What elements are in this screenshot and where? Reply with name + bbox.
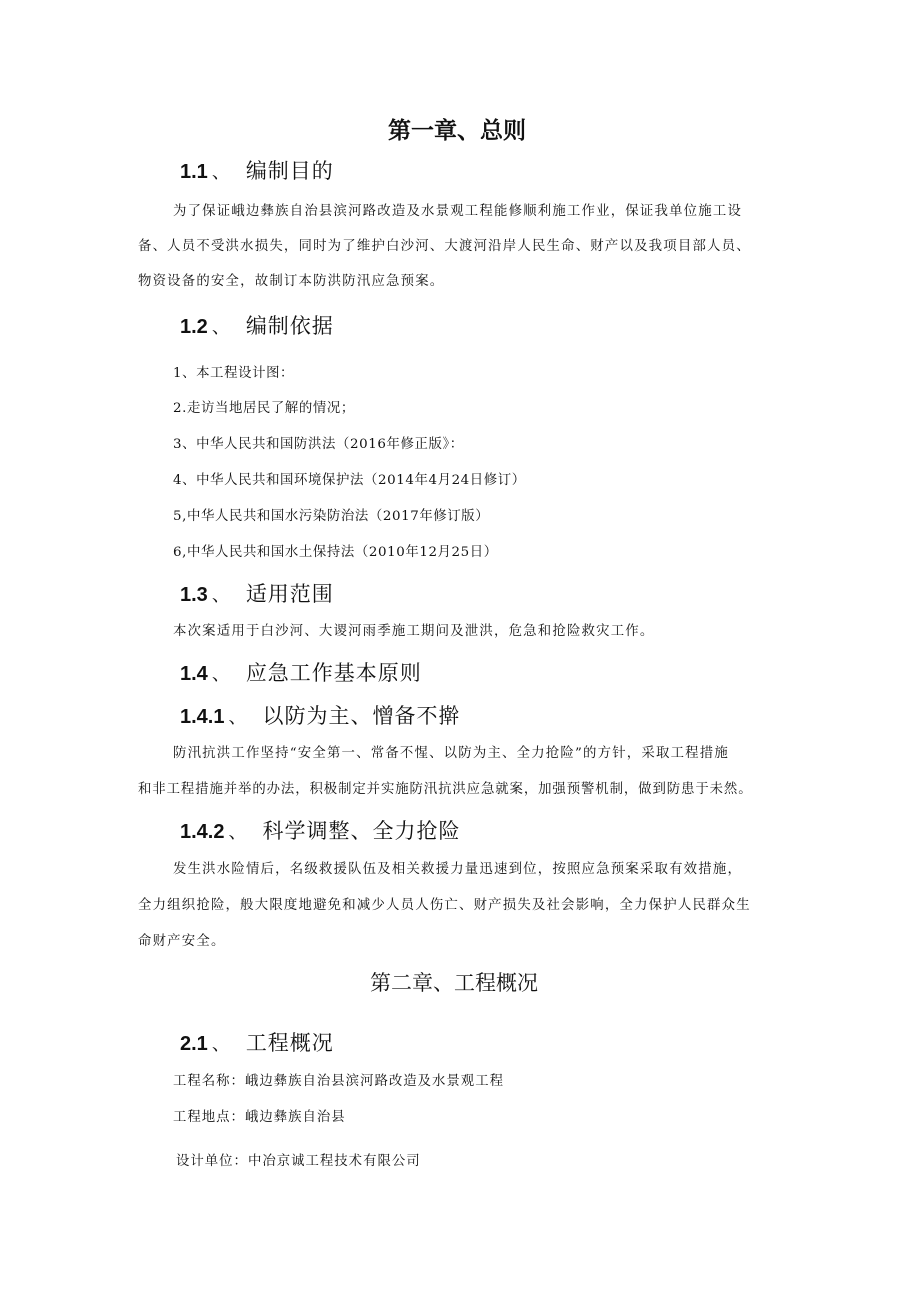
chapter-1-title: 第一章、总则 xyxy=(388,118,526,144)
section-separator: 、 xyxy=(211,585,230,606)
list-item: 4、中华人民共和国环境保护法（2014年4月24日修订） xyxy=(173,473,526,488)
paragraph-line: 和非工程措施并举的办法，积极制定并实施防汛抗洪应急就案，加强预警机制，做到防患于未然。 xyxy=(138,782,753,797)
paragraph-line: 命财产安全。 xyxy=(138,934,226,949)
chapter-2-title: 第二章、工程概况 xyxy=(370,971,538,995)
section-number: 1.4.1 xyxy=(180,706,225,728)
section-1-2-heading xyxy=(180,310,334,340)
section-title: 编制依据 xyxy=(245,314,334,338)
project-location: 工程地点：峨边彝族自治县 xyxy=(173,1110,346,1125)
section-1-3-heading xyxy=(180,578,334,608)
section-title: 科学调整、全力抢险 xyxy=(262,819,461,843)
section-number: 1.1 xyxy=(180,161,208,183)
section-title: 编制目的 xyxy=(245,159,334,183)
list-item: 1、本工程设计图： xyxy=(173,366,295,381)
project-name: 工程名称：峨边彝族自治县滨河路改造及水景观工程 xyxy=(173,1074,504,1089)
section-number: 1.2 xyxy=(180,316,208,338)
paragraph-line: 本次案适用于白沙河、大谡河雨季施工期问及泄洪，危急和抢险救灾工作。 xyxy=(173,624,655,639)
section-1-4-2-heading xyxy=(180,815,460,845)
paragraph-line: 为了保证峨边彝族自治县滨河路改造及水景观工程能修顺利施工作业，保证我单位施工设 xyxy=(173,204,743,219)
section-separator: 、 xyxy=(228,822,247,843)
section-title: 以防为主、憎备不擀 xyxy=(262,704,461,728)
paragraph-line: 物资设备的安全，故制订本防洪防汛应急预案。 xyxy=(138,274,445,289)
section-1-1-heading xyxy=(180,155,334,185)
section-title: 应急工作基本原则 xyxy=(245,661,422,685)
section-number: 2.1 xyxy=(180,1033,208,1055)
paragraph-line: 发生洪水险情后，名级救援队伍及相关救援力量迅速到位，按照应急预案采取有效措施， xyxy=(173,862,743,877)
list-item: 5,中华人民共和国水污染防治法（2017年修订版） xyxy=(173,509,490,524)
design-unit: 设计单位：中冶京诚工程技术有限公司 xyxy=(176,1154,421,1169)
section-separator: 、 xyxy=(211,1034,230,1055)
list-item: 6,中华人民共和国水土保持法（2010年12月25日） xyxy=(173,545,498,560)
section-separator: 、 xyxy=(211,664,230,685)
paragraph-line: 防汛抗洪工作坚持“安全第一、常备不惺、以防为主、全力抢险”的方针，采取工程措施 xyxy=(173,746,729,761)
section-number: 1.4 xyxy=(180,663,208,685)
section-title: 工程概况 xyxy=(245,1031,334,1055)
list-item: 3、中华人民共和国防洪法（2016年修正版》： xyxy=(173,437,464,452)
list-item: 2.走访当地居民了解的情况； xyxy=(173,401,355,416)
section-separator: 、 xyxy=(211,317,230,338)
section-number: 1.4.2 xyxy=(180,821,225,843)
section-1-4-heading xyxy=(180,657,422,687)
section-number: 1.3 xyxy=(180,584,208,606)
paragraph-line: 全力组织抢险，般大限度地避免和减少人员人伤亡、财产损失及社会影响，全力保护人民群众生 xyxy=(138,898,751,913)
section-1-4-1-heading xyxy=(180,700,460,730)
section-separator: 、 xyxy=(211,162,230,183)
section-2-1-heading xyxy=(180,1027,334,1057)
section-separator: 、 xyxy=(228,707,247,728)
paragraph-line: 备、人员不受洪水损失，同时为了维护白沙河、大渡河沿岸人民生命、财产以及我项目部人员、 xyxy=(138,239,751,254)
section-title: 适用范围 xyxy=(245,582,334,606)
